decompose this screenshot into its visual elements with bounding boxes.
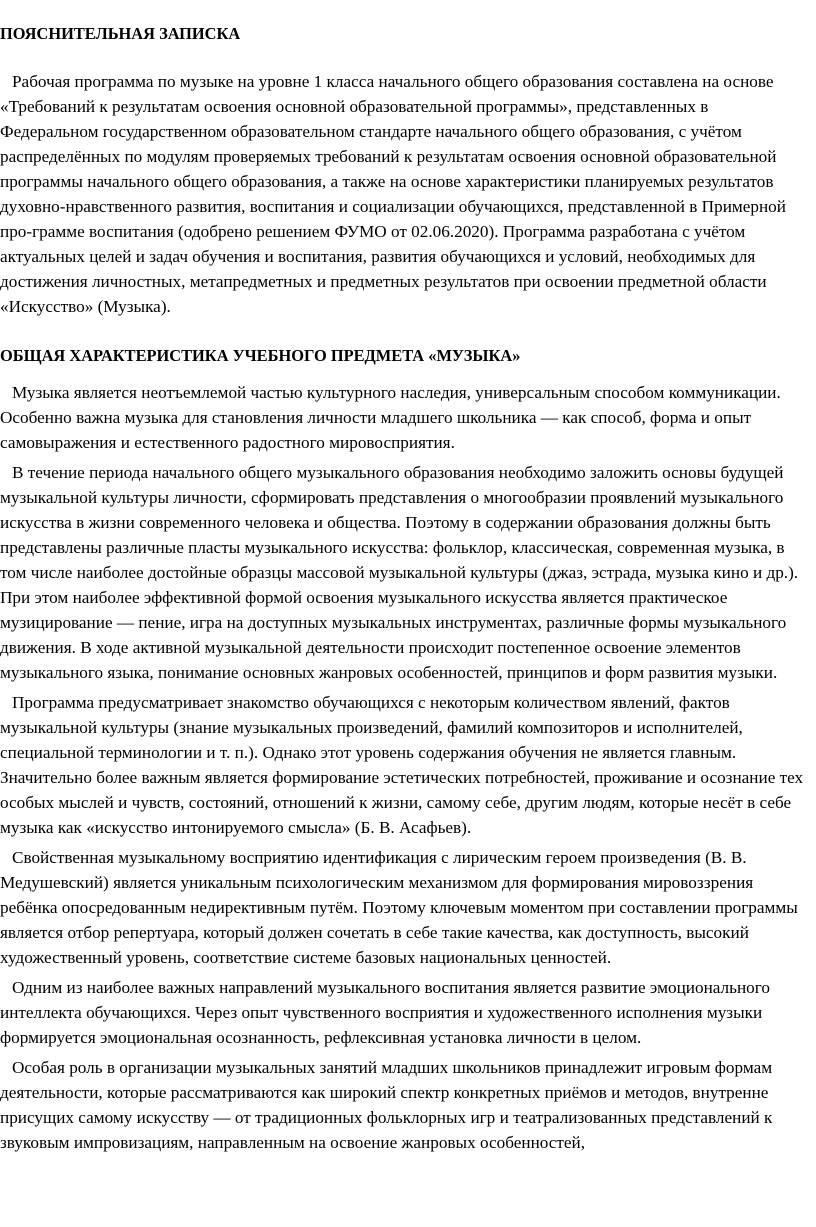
paragraph-music-education: В течение периода начального общего музыкального образования необходимо заложить основы будущей музыкальной культуры личности, сформировать представления о многообразии проявлений музыкального искусства в жизни современного человека и общества. Поэтому в содержании образования должны быть представлены различные пласты музыкального искусства: фольклор, классическая, современная музыка, в том числе наиболее достойные образцы массовой музыкальной культуры (джаз, эстрада, музыка кино и др.). При этом наиболее эффективной формой освоения музыкального искусства является практическое музицирование — пение, игра на доступных музыкальных инструментах, различные формы музыкального движения. В ходе активной музыкальной деятельности происходит постепенное освоение элементов музыкального языка, понимание основных жанровых особенностей, принципов и форм развития музыки. — [0, 463, 799, 682]
paragraph-program-content: Программа предусматривает знакомство обучающихся с некоторым количеством явлений, фактов музыкальной культуры (знание музыкальных произведений, фамилий композиторов и исполнителей, специальной терминологии и т. п.). Однако этот уровень содержания обучения не является главным. — [0, 693, 743, 762]
heading-explanatory-note: ПОЯСНИТЕЛЬНАЯ ЗАПИСКА — [0, 24, 241, 43]
paragraph-identification: Свойственная музыкальному восприятию идентификация с лирическим героем произведения (В. В. Медушевский) является уникальным психологическим механизмом для формирования мировоззрения ребёнка опосредованным недирективным путём. Поэтому ключевым моментом при составлении программы является отбор репертуара, который должен сочетать в себе такие качества, как доступность, высокий художественный уровень, соответствие системе базовых национальных ценностей. — [0, 848, 798, 967]
heading-general-characteristics: ОБЩАЯ ХАРАКТЕРИСТИКА УЧЕБНОГО ПРЕДМЕТА «МУЗЫКА» — [0, 346, 521, 365]
paragraph-aesthetic-needs: Значительно более важным является формирование эстетических потребностей, проживание и осознание тех особых мыслей и чувств, состояний, отношений к жизни, самому себе, другим людям, которые несёт в себе музыка как «искусство интонируемого смысла» (Б. В. Асафьев). — [0, 768, 804, 837]
paragraph-game-forms: Особая роль в организации музыкальных занятий младших школьников принадлежит игровым формам деятельности, которые рассматриваются как широкий спектр конкретных приёмов и методов, внутренне присущих самому искусству — от традиционных фольклорных игр и театрализованных представлений к звуковым импровизациям, направленным на освоение жанровых особенностей, — [0, 1058, 773, 1152]
paragraph-emotional-intelligence: Одним из наиболее важных направлений музыкального воспитания является развитие эмоционального интеллекта обучающихся. Через опыт чувственного восприятия и художественного исполнения музыки формируется эмоциональная осознанность, рефлексивная установка личности в целом. — [0, 978, 770, 1047]
paragraph-music-role: Музыка является неотъемлемой частью культурного наследия, универсальным способом коммуникации. Особенно важна музыка для становления личности младшего школьника — как способ, форма и опыт самовыражения и естественного радостного мировосприятия. — [0, 383, 781, 452]
paragraph-intro: Рабочая программа по музыке на уровне 1 класса начального общего образования составлена на основе «Требований к результатам освоения основной образовательной программы», представленных в Федеральном государственном образовательном стандарте начального общего образования, с учётом распределённых по модулям проверяемых требований к результатам освоения основной образовательной программы начального общего образования, а также на основе характеристики планируемых результатов духовно-нравственного развития, воспитания и социализации обучающихся, представленной в Примерной про-грамме воспитания (одобрено решением ФУМО от 02.06.2020). Программа разработана с учётом актуальных целей и задач обучения и воспитания, развития обучающихся и условий, необходимых для достижения личностных, метапредметных и предметных результатов при освоении предметной области «Искусство» (Музыка). — [0, 72, 786, 316]
